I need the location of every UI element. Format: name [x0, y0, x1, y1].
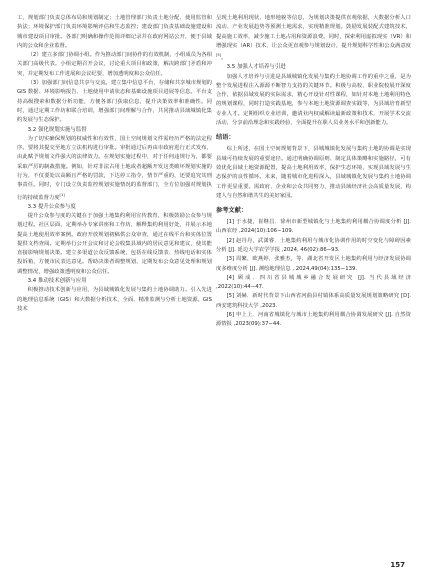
- reference-item: [1] 于水捷，崔继昌．徐州市新型城镇化与土地集约利用耦合协调度分析 [J]. 山西农经 ,2024(10):106−109.: [216, 219, 411, 235]
- section-heading: 3.2 强化规划实施与监督: [27, 126, 87, 133]
- paragraph: 积极推动技术创新与应用，为县域城镇化发展与集约土地协调助力。引入先进的地理信息系统（GIS）和大数据分析技术，全面、精准监测与分析土地资源。GIS 技术: [17, 287, 212, 312]
- section-heading: 3.5 加强人才培养与引进: [226, 64, 286, 71]
- citation-marker: [1]: [59, 192, 65, 197]
- reference-item: [6] 申上上．河南省城镇化与城市土地集约利用耦合协调发展研究 [J]. 自然资源情报 ,2023(09):37−44.: [216, 312, 411, 328]
- paragraph: [216, 14, 411, 63]
- left-column: [17, 14, 212, 314]
- paragraph: 综上所述，在国土空间规划背景下，县城城镇化发展与集约土地的协调是实现县域可持续发展的重要途径。通过明确协调原则、制定具体策略和实施路径，可有效优化县域土地资源配置，提高土地利用效率，保护生态环境，实现县域发展与生态保护的良性循环。未来，随着城市化进程深入，县域城镇化发展与集约土地协调工作更显重要。需政府、企业和公众共同努力，推动县域经济社会高质量发展，构建人与自然和谐共生的美好家园。: [216, 146, 411, 199]
- section-heading: 3.3 提升公众参与度: [27, 203, 76, 210]
- paragraph: [17, 135, 212, 203]
- reference-item: [3] 周繁，欧燕婷，张雅杰，等．湖北省开发区土地集约利用与经济发展协调度多维度分析 [J]. 测绘地理信息 , 2024,49(04):135−139.: [216, 256, 411, 272]
- paragraph-end: 。: [221, 54, 227, 61]
- page-number: 157: [390, 561, 405, 569]
- reference-item: [2] 赵丹丹，武潇睿．土地集约利用与城市化协调作用的时空变化与障碍因素分析 [J]. 延边大学农学学报 ,2024, 46(02):86−93.: [216, 237, 411, 253]
- paragraph: 提升公众参与度的关键在于加强土地集约利用宣传教育，积极鼓励公众参与规划过程。社区层面，定期举办专家讲座和工作坊，解释集约利用好处，并展示本地提高土地使用效率案例。政府开放规划初稿供公众审查，通过在线平台和实体位置提供文档查阅。定期举行公开会议和讨论会收集县域内的居民意见和建议，使其能直接影响规划决策。建立多渠道公众反馈系统，包括在线反馈表、热线电话和实体投诉箱，方便市民表达意见。帮助决策者调整规划，定期发布公众意见处理和规划调整情况，增强政策透明度和公众信任。: [17, 213, 212, 275]
- paragraph: 工，规划部门负责总体布局和规划制定；土地管理部门负责土地分配、使用监管和执法；环境保护部门负责环境影响评估和生态监控；建设部门负责基础设施建设和城市建设项目审批。各部门明确和操作范围详细记录并在政府网站公开，便于县域内的公众和企业监督。: [17, 15, 212, 49]
- conclusion-heading: 结语：: [216, 134, 235, 142]
- paragraph-text: 呈现土地利用现状、地形地貌等信息，为规划决策提供直观依据，大数据分析人口流动、产业发展趋势等预测土地需求，实现精准规划。鼓励发展装配式建筑技术，提高施工效率，减少施工土地占用和资源浪费。同时，探索利用虚拟现实（VR）和增强现实（AR）技术，让公众更直观参与规划设计，提升规划科学性和公众满意度: [216, 15, 411, 49]
- right-column: [216, 14, 411, 330]
- paragraph: 加强人才培养与引进是县域城镇化发展与集约土地协调工作的重中之重，是为整个发展进程注入源源不断智力支持的关键环节。积极与高校、职业院校展开深度合作，依据县域发展的实际需求，精心开设针对性课程，如针对本地土地利用特色的规划课程，同时打造实践基地，参与本地土地资源调查实践等，为县域培育新型专业人才。定期组织专业培训，邀请业内权威解读最新政策和技术，开展学术交流活动，分享前沿理念和实践经验，全面提升在职人员业务水平和创新能力。: [216, 73, 411, 127]
- reference-item: [5] 刘赫．新时代背景下山西省河曲县村镇体系高质量发展规划策略研究 [D]. 西安建筑科技大学 ,2023.: [216, 293, 411, 309]
- section-heading: 3.4 推动技术创新与应用: [27, 278, 87, 285]
- references-heading: 参考文献：: [216, 207, 248, 215]
- paragraph-text: 为了切实确保规划的权威性和有效性，国土空间规划文件需经历严格的法定程序。要将其提交至地方立法机构进行审批。审批通过后再由市政府进行正式发布，由此赋予规划文件强大的法律效力。在规划实施过程中，对于任何违规行为，都要采取严厉的制裁措施。例如，针对非法占用土地或者超额开发这类破坏规划实施的行为，不仅要处以高额且严格的罚款，下达停工指令，情节严重的，还要追究其刑事责任。同时，专门设立负责监控规划实施情况的监督部门，全方位加强对规划执行的持续监督力度: [17, 135, 212, 201]
- reference-item: [4] 顾成．四川省县城城乡融合发展研究 [J]. 当代县域经济 ,2022(10):44−47.: [216, 274, 411, 291]
- paragraph: （3）加强部门间信息共享与交流。建立集中信息平台，存储和共享城市规划的 GIS 数据、环境影响报告、土地使用申请状态和基础设施项目进展等信息。平台支持高级搜索和数据分析功能，方便各部门获取信息，提升决策效率和准确性。同时，通过定期工作坊和联合培训，增强部门间理解与合作，共同推动县域城镇化集约发展与生态保护。: [17, 80, 212, 124]
- paragraph: （2）建立多部门协调小组。作为推动部门间协作的有效机制，小组成员为各相关部门高级代表。小组定期召开会议，讨论重大项目和政策，解决跨部门矛盾和冲突，并定期发布工作进展和会议纪要，增加透明度和公众信任。: [17, 52, 212, 77]
- citation-marker: [5]: [216, 53, 222, 58]
